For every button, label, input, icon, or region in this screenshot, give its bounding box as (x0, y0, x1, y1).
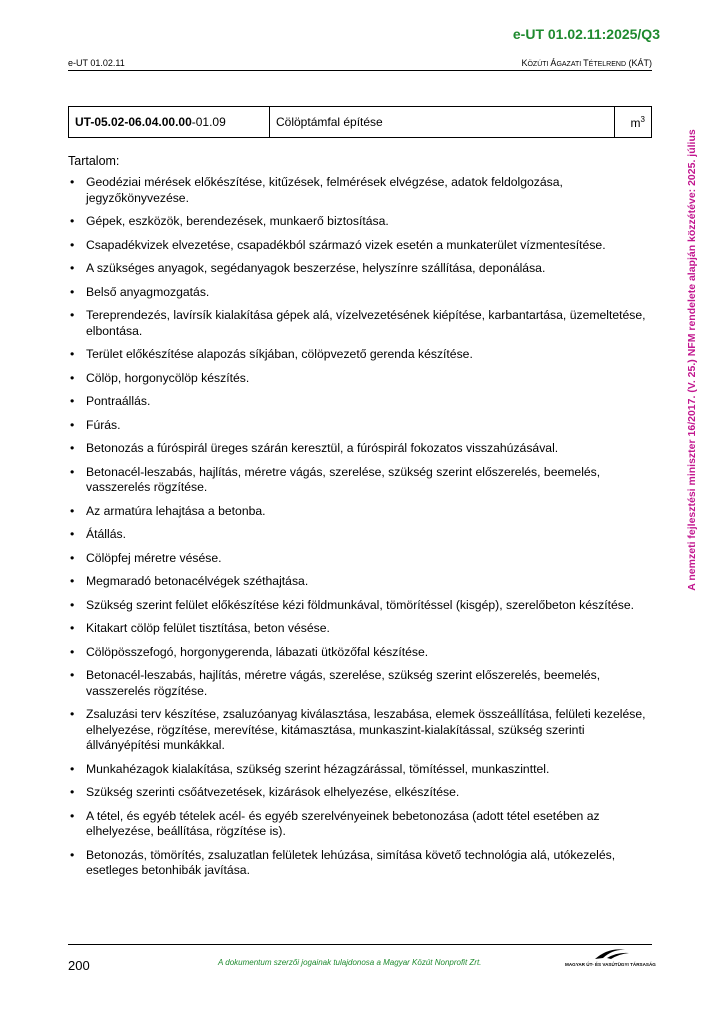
list-item: • Betonacél-leszabás, hajlítás, méretre vágás, szerelése, szükség szerint előszerelés, beemelés, vasszerelés rögzítése. (68, 668, 648, 699)
list-item: • Zsaluzási terv készítése, zsaluzóanyag kiválasztása, leszabása, elemek összeállítása, felületi kezelése, elhelyezése, rögzítése, merevítése, kitámasztása, munkaszint-kialakítással, szükség szerinti állványépítési munkákkal. (68, 707, 648, 754)
list-item: • Betonozás, tömörítés, zsaluzatlan felületek lehúzása, simítása követő technológia alá, utókezelés, esetleges betonhibák javítása. (68, 848, 648, 879)
list-item: • Szükség szerinti csőátvezetések, kizárások elhelyezése, elkészítése. (68, 785, 648, 801)
header-right-2: GAZATI (556, 61, 584, 68)
header-right-4: (KÁT) (626, 58, 652, 68)
list-item: • Belső anyagmozgatás. (68, 285, 648, 301)
item-unit-sup: 3 (640, 114, 645, 124)
list-item: • Megmaradó betonacélvégek széthajtása. (68, 574, 648, 590)
list-item: • Munkahézagok kialakítása, szükség szerint hézagzárással, tömítéssel, munkaszinttel. (68, 762, 648, 778)
list-item: • Gépek, eszközök, berendezések, munkaerő biztosítása. (68, 214, 648, 230)
list-item: • A szükséges anyagok, segédanyagok beszerzése, helyszínre szállítása, deponálása. (68, 261, 648, 277)
list-item: • Tereprendezés, lavírsík kialakítása gépek alá, vízelvezetésének kiépítése, karbantartása, üzemeltetése, elbontása. (68, 308, 648, 339)
item-code-suffix: -01.09 (191, 115, 226, 129)
header-right (521, 58, 652, 68)
list-item: • Átállás. (68, 527, 648, 543)
company-logo (565, 946, 656, 970)
header-right-1: ÖZÚTI (527, 61, 551, 68)
list-item: • Geodéziai mérések előkészítése, kitűzések, felmérések elvégzése, adatok feldolgozása, jegyzőkönyvezése. (68, 175, 648, 206)
header-right-3: ÉTELREND (588, 61, 626, 68)
list-item: • Betonozás a fúróspirál üreges szárán keresztül, a fúróspirál fokozatos visszahúzásával. (68, 441, 648, 457)
list-item: • Cölöpfej méretre vésése. (68, 551, 648, 567)
item-unit-cell (615, 107, 652, 138)
side-note: A nemzeti fejlesztési miniszter 16/2017. (V. 25.) NFM rendelete alapján közzétéve: 2025. július (686, 129, 698, 591)
list-item: • Kitakart cölöp felület tisztítása, beton vésése. (68, 621, 648, 637)
item-code-cell (69, 107, 270, 138)
header-right-t: T (583, 58, 589, 68)
list-item: • Cölöp, horgonycölöp készítés. (68, 371, 648, 387)
logo-swoosh-icon (565, 946, 653, 962)
header-right-k: K (521, 58, 528, 68)
page-number: 200 (68, 958, 90, 973)
list-item: • Pontraállás. (68, 394, 648, 410)
contents-title: Tartalom: (68, 154, 120, 168)
item-unit: m (630, 115, 641, 130)
header-rule (68, 70, 652, 71)
item-code-bold: UT-05.02-06.04.00.00 (75, 115, 192, 129)
list-item: • Betonacél-leszabás, hajlítás, méretre vágás, szerelése, szükség szerint előszerelés, beemelés, vasszerelés rögzítése. (68, 465, 648, 496)
list-item: • Csapadékvizek elvezetése, csapadékból származó vizek esetén a munkaterület vízmentesítése. (68, 238, 648, 254)
document-code: e-UT 01.02.11:2025/Q3 (512, 26, 660, 42)
copyright-notice: A dokumentum szerzői jogainak tulajdonosa a Magyar Közút Nonprofit Zrt. (218, 958, 482, 967)
item-row (69, 107, 652, 138)
list-item: • Szükség szerint felület előkészítése kézi földmunkával, tömörítéssel (kisgép), szerelőbeton készítése. (68, 598, 648, 614)
header-right-a: Á (550, 58, 557, 68)
contents-list (68, 175, 648, 887)
item-name-cell: Cölöptámfal építése (270, 107, 615, 138)
list-item: • A tétel, és egyéb tételek acél- és egyéb szerelvényeinek bebetonozása (adott tétel esetében az elhelyezése, beállítása, rögzítése is). (68, 809, 648, 840)
header-left: e-UT 01.02.11 (68, 58, 125, 68)
list-item: • Fúrás. (68, 418, 648, 434)
list-item: • Cölöpösszefogó, horgonygerenda, lábazati ütközőfal készítése. (68, 645, 648, 661)
list-item: • Terület előkészítése alapozás síkjában, cölöpvezető gerenda készítése. (68, 347, 648, 363)
item-table (68, 106, 652, 138)
footer-rule (68, 944, 652, 945)
list-item: • Az armatúra lehajtása a betonba. (68, 504, 648, 520)
logo-text: MAGYAR ÚT- ÉS VASÚTÜGYI TÁRSASÁG (565, 962, 656, 967)
